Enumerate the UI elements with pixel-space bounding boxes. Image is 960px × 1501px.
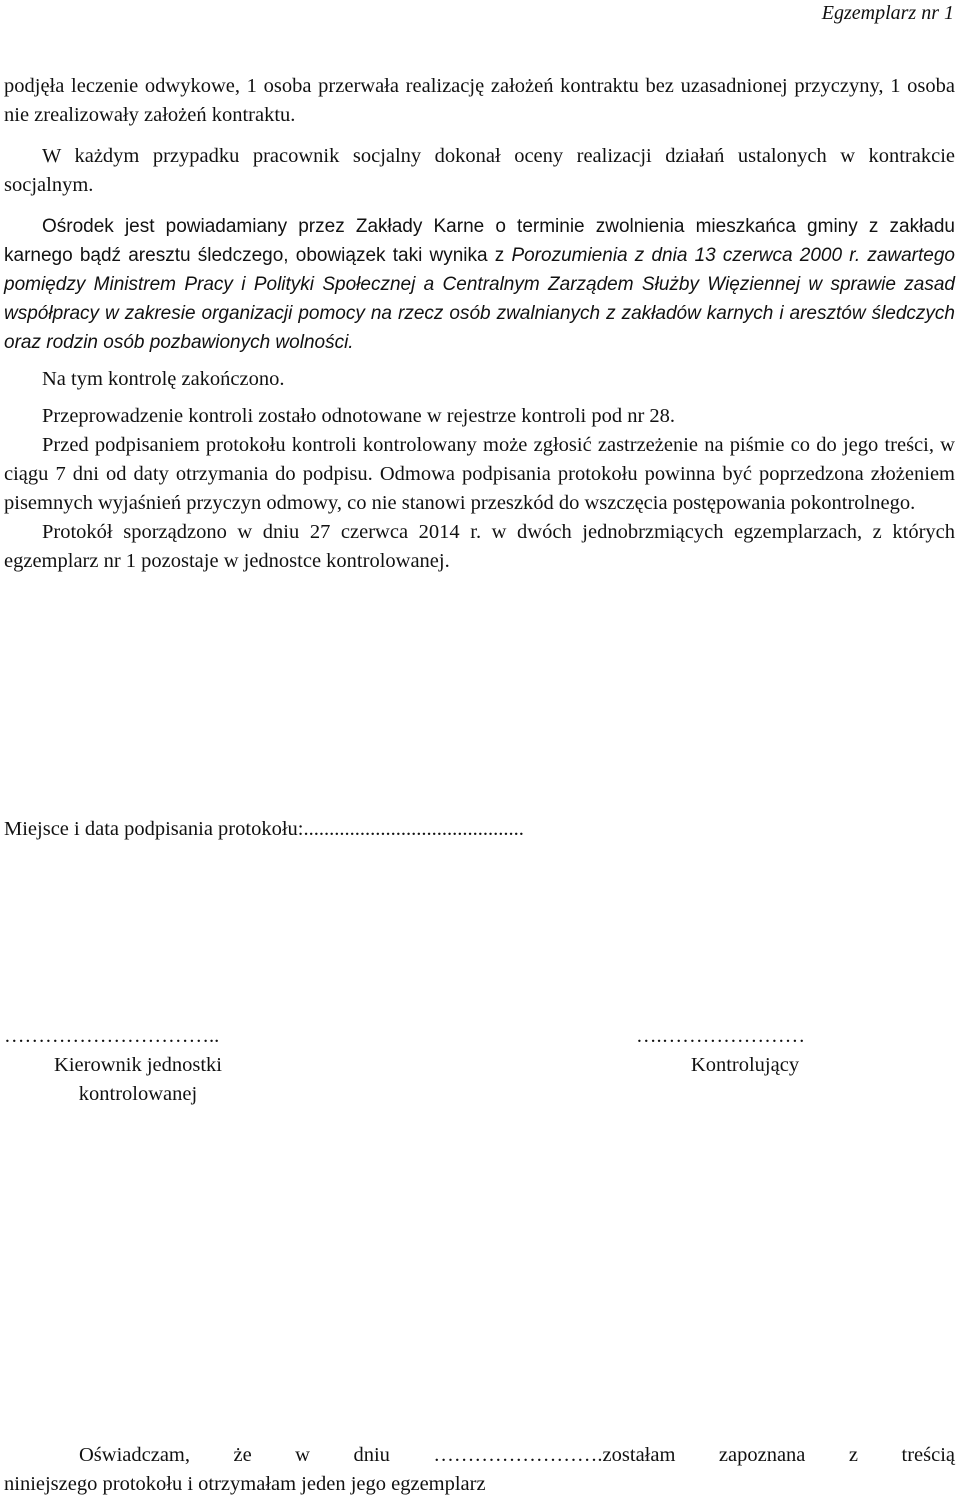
paragraph-prison-notification xyxy=(4,212,955,357)
paragraph-end-of-inspection: Na tym kontrolę zakończono. xyxy=(42,368,285,390)
signing-place-date: Miejsce i data podpisania protokołu:........................................... xyxy=(4,818,524,840)
signature-line-left: ………………………….. xyxy=(4,1025,220,1047)
paragraph-prison-agreement: Porozumienia z dnia 13 czerwca 2000 r. zawartego pomiędzy Ministrem Pracy i Polityki Społecznej a Centralnym Zarządem Służby Więziennej w sprawie zasad współpracy w zakresie organizacji pomocy na rzecz osób zwalnianych z zakładów karnych i aresztów śledczych oraz rodzin osób pozbawionych wolności. xyxy=(4,245,955,353)
statement-line-1: Oświadczam, że w dniu …………………….zostałam zapoznana z treścią xyxy=(79,1444,955,1466)
paragraph-treatment: podjęła leczenie odwykowe, 1 osoba przerwała realizację założeń kontraktu bez uzasadnionej przyczyny, 1 osoba nie zrealizowały założeń kontraktu. xyxy=(4,75,955,126)
protocol-body xyxy=(4,72,955,576)
signature-label-left-2: kontrolowanej xyxy=(78,1083,198,1105)
signature-inspector xyxy=(636,1022,854,1080)
paragraph-social-worker: W każdym przypadku pracownik socjalny dokonał oceny realizacji działań ustalonych w kontrakcie socjalnym. xyxy=(4,145,955,196)
signature-label-right: Kontrolujący xyxy=(690,1054,800,1076)
acknowledgement-statement xyxy=(4,1441,955,1499)
signature-line-right: ….………………… xyxy=(636,1025,806,1047)
copy-number-label: Egzemplarz nr 1 xyxy=(821,2,954,24)
statement-line-2: niniejszego protokołu i otrzymałam jeden jego egzemplarz xyxy=(4,1473,486,1495)
signature-unit-head xyxy=(4,1022,272,1109)
paragraph-register-entry: Przeprowadzenie kontroli zostało odnotowane w rejestrze kontroli pod nr 28. xyxy=(42,405,676,427)
paragraph-prison-plain: Ośrodek jest powiadamiany przez Zakłady Karne o terminie zwolnienia mieszkańca gminy z zakładu karnego bądź aresztu śledczego, obowiązek taki wynika z xyxy=(4,216,955,266)
paragraph-objections: Przed podpisaniem protokołu kontroli kontrolowany może zgłosić zastrzeżenie na piśmie co do jego treści, w ciągu 7 dni od daty otrzymania do podpisu. Odmowa podpisania protokołu powinna być poprzedzona złożeniem pisemnych wyjaśnień przyczyn odmowy, co nie stanowi przeszkód do wszczęcia postępowania pokontrolnego. xyxy=(4,434,955,514)
paragraph-copies: Protokół sporządzono w dniu 27 czerwca 2014 r. w dwóch jednobrzmiących egzemplarzach, z których egzemplarz nr 1 pozostaje w jednostce kontrolowanej. xyxy=(4,521,955,572)
signature-label-left-1: Kierownik jednostki xyxy=(54,1054,222,1076)
